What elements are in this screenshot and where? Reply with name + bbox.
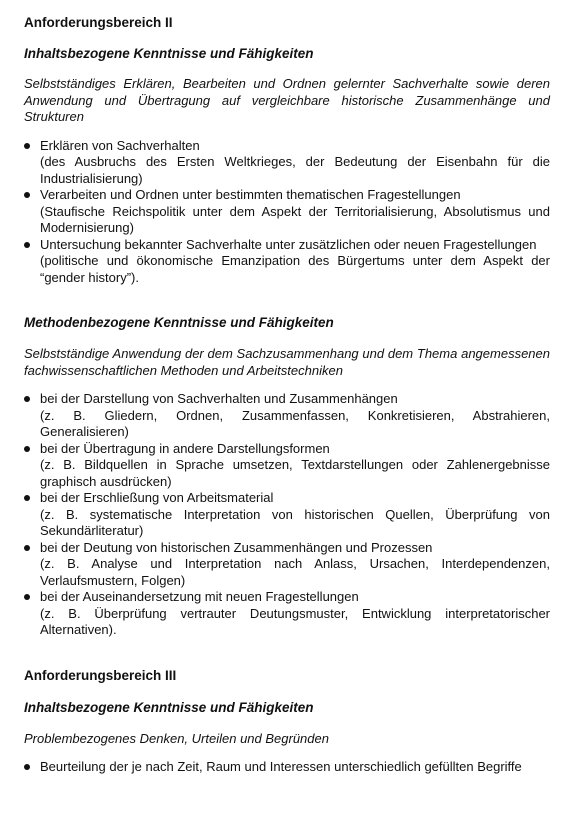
bullet-icon [24, 446, 30, 452]
subheading: Inhaltsbezogene Kenntnisse und Fähigkeiten [24, 699, 314, 715]
item-text: Untersuchung bekannter Sachverhalte unter zusätzlichen oder neuen Fragestellungen [40, 236, 537, 252]
item-text: bei der Darstellung von Sachverhalten und Zusammenhängen [40, 391, 398, 406]
section-heading: Anforderungsbereich III [24, 667, 177, 683]
item-detail: (z. B. Gliedern, Ordnen, Zusammenfassen, Konkretisieren, Abstrahieren, Generalisieren) [40, 407, 550, 439]
bullet-icon [24, 545, 30, 551]
bullet-list [24, 138, 550, 287]
bullet-icon [24, 242, 30, 248]
subheading: Methodenbezogene Kenntnisse und Fähigkeiten [24, 315, 334, 330]
intro-text: Problembezogenes Denken, Urteilen und Begründen [24, 730, 329, 746]
bullet-icon [24, 594, 30, 600]
list-item [24, 540, 550, 590]
intro-text: Selbstständiges Erklären, Bearbeiten und Ordnen gelernter Sachverhalte sowie deren Anwendung und Übertragung auf vergleichbare historische Zusammenhänge und Strukturen [24, 76, 550, 124]
item-detail: (z. B. Analyse und Interpretation nach Anlass, Ursachen, Interdependenzen, Verlaufsmustern, Folgen) [40, 556, 550, 588]
item-text: bei der Erschließung von Arbeitsmaterial [40, 490, 274, 505]
intro-text: Selbstständige Anwendung der dem Sachzusammenhang und dem Thema angemessenen fachwissenschaftlichen Methoden und Arbeitstechniken [24, 346, 550, 378]
list-item [24, 187, 550, 237]
bullet-icon [24, 396, 30, 402]
item-detail: (Staufische Reichspolitik unter dem Aspekt der Territorialisierung, Absolutismus und Modernisierung) [40, 203, 550, 235]
list-item [24, 237, 550, 287]
list-item [24, 589, 550, 639]
item-text: bei der Deutung von historischen Zusammenhängen und Prozessen [40, 539, 433, 555]
item-detail: (z. B. Bildquellen in Sprache umsetzen, Textdarstellungen oder Zahlenergebnisse graphisch ausdrücken) [40, 457, 550, 489]
item-detail: (z. B. Überprüfung vertrauter Deutungsmuster, Entwicklung interpretatorischer Alternativen). [40, 605, 550, 637]
item-text: Erklären von Sachverhalten [40, 137, 200, 153]
bullet-icon [24, 143, 30, 149]
bullet-icon [24, 192, 30, 198]
section-heading: Anforderungsbereich II [24, 15, 173, 30]
item-detail: (politische und ökonomische Emanzipation des Bürgertums unter dem Aspekt der “gender history”). [40, 253, 550, 285]
item-text: Beurteilung der je nach Zeit, Raum und Interessen unterschiedlich gefüllten Begriffe [40, 759, 522, 774]
bullet-icon [24, 764, 30, 770]
list-item [24, 759, 550, 776]
list-item [24, 138, 550, 188]
item-detail: (z. B. systematische Interpretation von historischen Quellen, Überprüfung von Sekundärliteratur) [40, 506, 550, 538]
item-text: bei der Auseinandersetzung mit neuen Fragestellungen [40, 589, 359, 604]
item-text: bei der Übertragung in andere Darstellungsformen [40, 440, 330, 456]
bullet-list [24, 759, 550, 776]
subheading: Inhaltsbezogene Kenntnisse und Fähigkeiten [24, 46, 314, 61]
list-item [24, 490, 550, 540]
item-text: Verarbeiten und Ordnen unter bestimmten thematischen Fragestellungen [40, 187, 461, 202]
list-item [24, 391, 550, 441]
bullet-icon [24, 495, 30, 501]
bullet-list [24, 391, 550, 639]
list-item [24, 441, 550, 491]
item-detail: (des Ausbruchs des Ersten Weltkrieges, der Bedeutung der Eisenbahn für die Industrialisierung) [40, 154, 550, 186]
